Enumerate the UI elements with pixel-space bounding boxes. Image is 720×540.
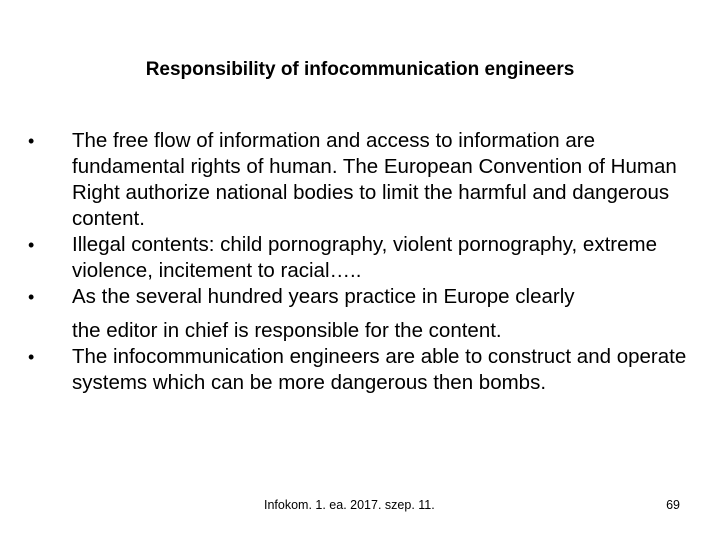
bullet-marker: • xyxy=(28,131,35,151)
bullet-item xyxy=(28,128,708,232)
bullet-marker: • xyxy=(28,287,35,307)
bullet-marker: • xyxy=(28,235,35,255)
slide-title: Responsibility of infocommunication engineers xyxy=(145,59,575,80)
bullet-marker: • xyxy=(28,347,35,367)
page-number: 69 xyxy=(666,498,680,512)
bullet-text-continuation: the editor in chief is responsible for the content. xyxy=(72,319,502,342)
bullet-text: The infocommunication engineers are able to construct and operate systems which can be more dangerous then bombs. xyxy=(72,345,687,394)
bullet-text: The free flow of information and access to information are fundamental rights of human. The European Convention of Human Right authorize national bodies to limit the harmful and dangerous content. xyxy=(72,129,677,230)
footer-date: Infokom. 1. ea. 2017. szep. 11. xyxy=(264,498,435,512)
bullet-item xyxy=(28,284,708,344)
bullet-item xyxy=(28,232,708,284)
bullet-list xyxy=(28,128,708,396)
bullet-item xyxy=(28,344,708,396)
bullet-text: Illegal contents: child pornography, violent pornography, extreme violence, incitement to racial….. xyxy=(72,233,657,282)
bullet-text: As the several hundred years practice in Europe clearly xyxy=(72,285,575,308)
